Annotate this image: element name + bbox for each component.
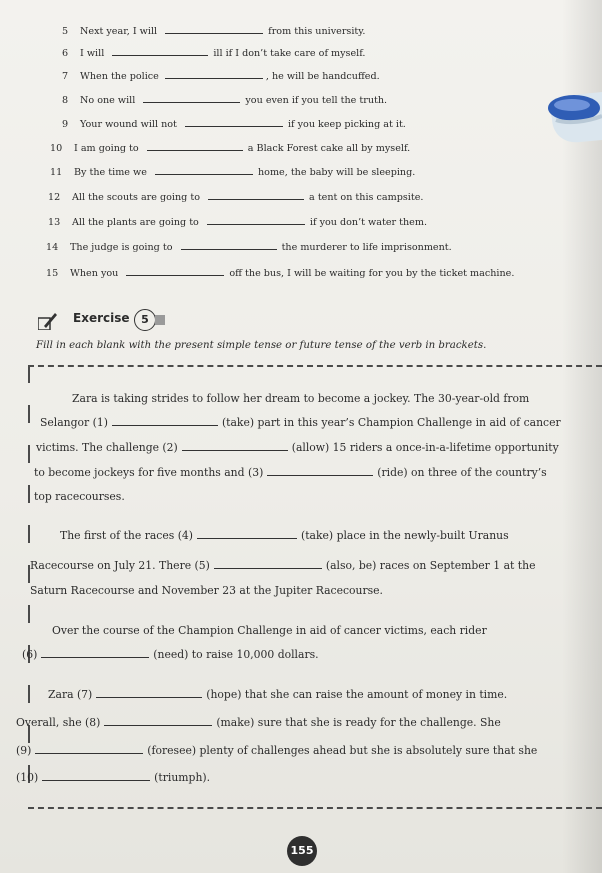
passage-line: (10) (triumph). [16, 771, 211, 784]
exercise-number: 5 [134, 309, 156, 331]
answer-blank-4[interactable] [197, 537, 297, 539]
answer-blank-10[interactable] [42, 779, 150, 781]
passage-line: Racecourse on July 21. There (5) (also, be) races on September 1 at the [30, 559, 536, 572]
passage-line: (9) (foresee) plenty of challenges ahead but she is absolutely sure that she [16, 744, 538, 757]
passage-line: Saturn Racecourse and November 23 at the Jupiter Racecourse. [30, 584, 383, 597]
answer-blank[interactable] [143, 101, 240, 103]
question-5: 5 Next year, I will from this university. [62, 26, 366, 37]
answer-blank[interactable] [181, 248, 277, 250]
question-7: 7 When the police , he will be handcuffed. [62, 71, 380, 82]
pencil-icon [38, 312, 58, 330]
answer-blank[interactable] [155, 173, 253, 175]
answer-blank[interactable] [147, 149, 243, 151]
page-number: 155 [287, 836, 317, 866]
passage-line: victims. The challenge (2) (allow) 15 riders a once-in-a-lifetime opportunity [36, 441, 559, 454]
passage-line: Overall, she (8) (make) sure that she is ready for the challenge. She [16, 716, 501, 729]
passage-line: Zara is taking strides to follow her dream to become a jockey. The 30-year-old from [72, 392, 530, 405]
answer-blank-1[interactable] [112, 424, 218, 426]
question-12: 12 All the scouts are going to a tent on this campsite. [48, 192, 424, 203]
question-9: 9 Your wound will not if you keep picking at it. [62, 119, 406, 130]
answer-blank-2[interactable] [182, 449, 288, 451]
question-13: 13 All the plants are going to if you don’t water them. [48, 217, 428, 228]
answer-blank[interactable] [165, 77, 263, 79]
question-11: 11 By the time we home, the baby will be sleeping. [50, 167, 416, 178]
question-15: 15 When you off the bus, I will be waiting for you by the ticket machine. [46, 268, 515, 279]
question-6: 6 I will ill if I don’t take care of myself. [62, 48, 366, 59]
question-14: 14 The judge is going to the murderer to life imprisonment. [46, 242, 452, 253]
passage-line: Zara (7) (hope) that she can raise the amount of money in time. [48, 688, 508, 701]
instruction: Fill in each blank with the present simple tense or future tense of the verb in brackets. [36, 340, 487, 351]
answer-blank[interactable] [126, 274, 224, 276]
answer-blank[interactable] [112, 54, 208, 56]
answer-blank[interactable] [165, 32, 263, 34]
answer-blank-9[interactable] [35, 752, 143, 754]
answer-blank[interactable] [208, 198, 304, 200]
exercise-label: Exercise [73, 311, 130, 325]
passage-line: The first of the races (4) (take) place in the newly-built Uranus [60, 529, 509, 542]
passage-line: (6) (need) to raise 10,000 dollars. [22, 648, 319, 661]
answer-blank-3[interactable] [267, 474, 373, 476]
passage-line: Over the course of the Champion Challenge in aid of cancer victims, each rider [52, 624, 487, 637]
question-10: 10 I am going to a Black Forest cake all by myself. [50, 143, 411, 154]
exercise-bar [155, 315, 165, 325]
thumb-image [542, 88, 602, 146]
question-8: 8 No one will you even if you tell the truth. [62, 95, 388, 106]
passage-line: Selangor (1) (take) part in this year’s Champion Challenge in aid of cancer [40, 416, 561, 429]
answer-blank-5[interactable] [214, 567, 322, 569]
answer-blank-6[interactable] [41, 656, 149, 658]
passage-line: top racecourses. [34, 490, 125, 503]
answer-blank[interactable] [207, 223, 305, 225]
passage-line: to become jockeys for five months and (3) (ride) on three of the country’s [34, 466, 547, 479]
answer-blank-7[interactable] [96, 696, 202, 698]
answer-blank-8[interactable] [104, 724, 212, 726]
answer-blank[interactable] [185, 125, 283, 127]
